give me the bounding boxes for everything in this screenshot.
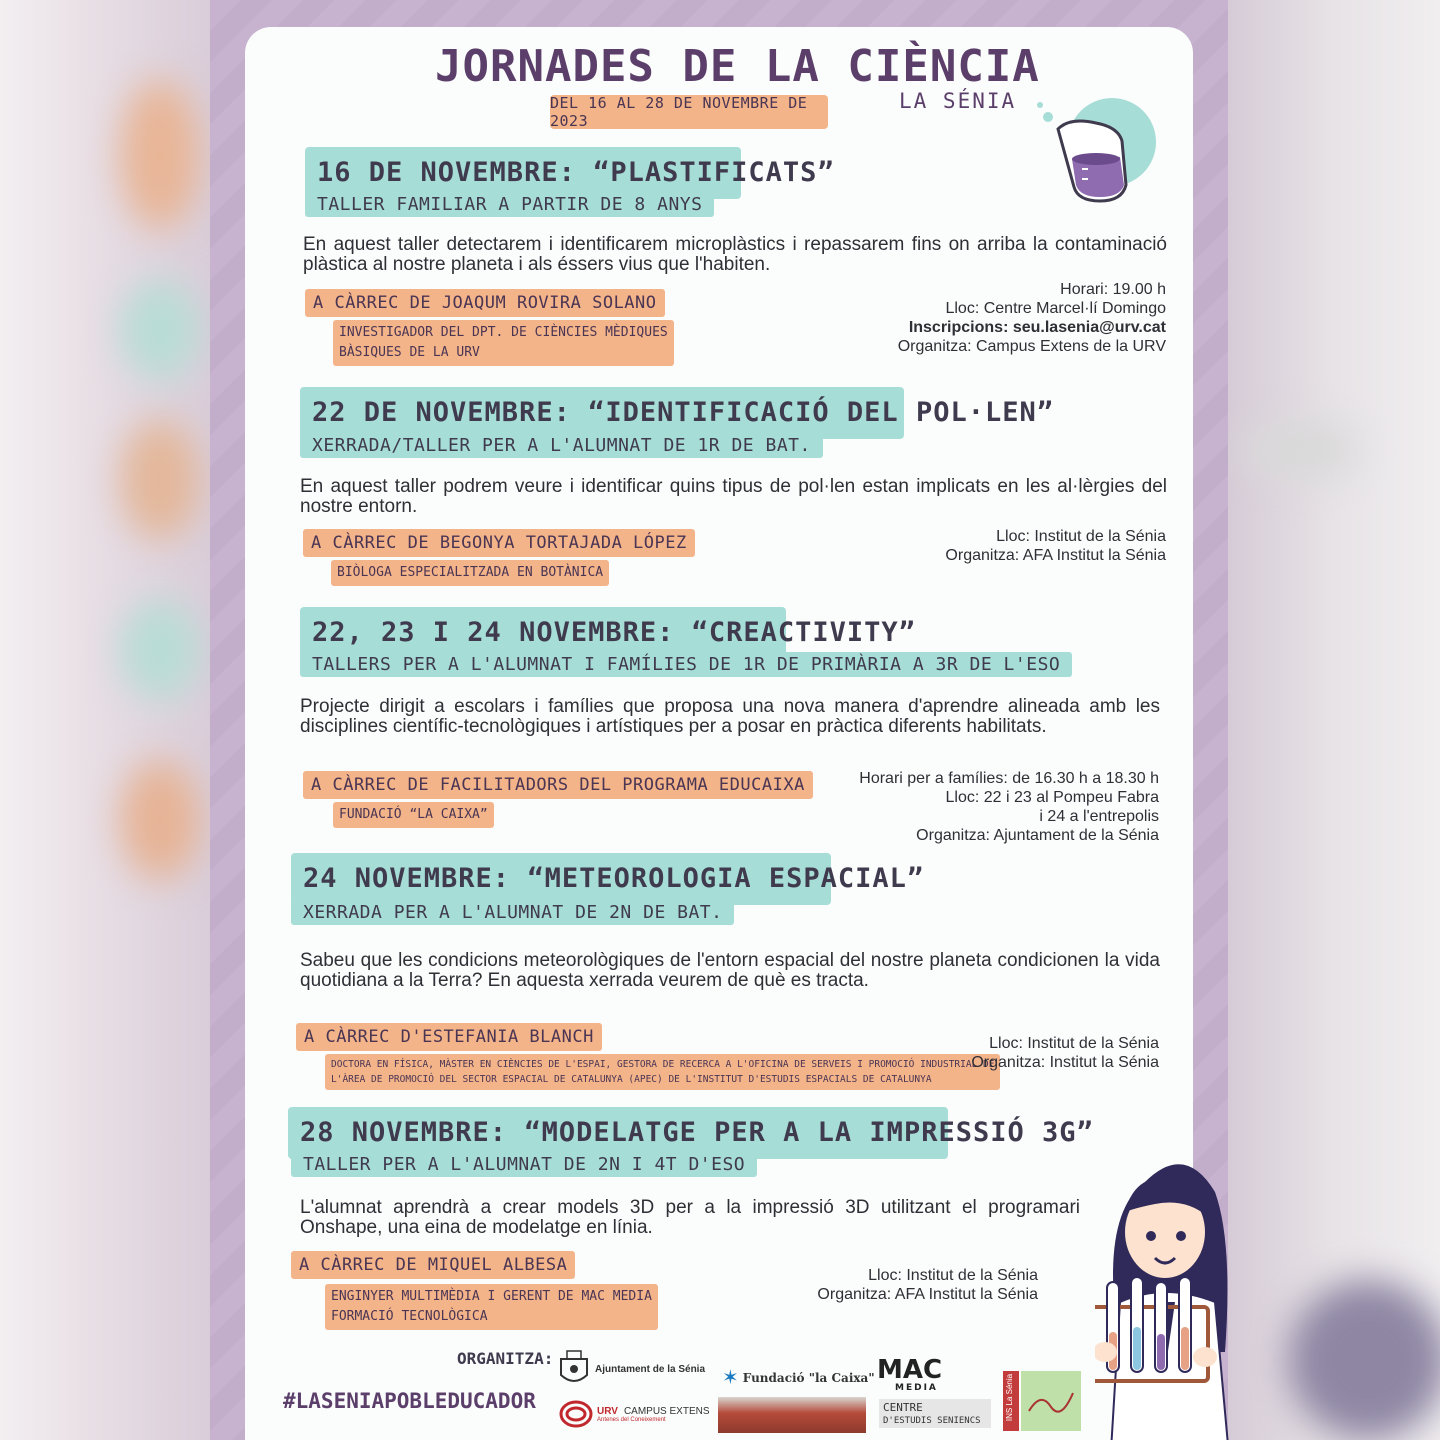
- mac-text: MAC: [877, 1355, 943, 1385]
- media-text: MEDIA: [895, 1383, 938, 1393]
- section-2-heading: [300, 387, 1054, 439]
- section-4-speaker: A CÀRREC D'ESTEFANIA BLANCH: [296, 1023, 602, 1051]
- poster-card: [245, 27, 1193, 1440]
- info-line: Lloc: Centre Marcel·lí Domingo: [945, 300, 1166, 317]
- section-3-speaker: A CÀRREC DE FACILITADORS DEL PROGRAMA EDUCAIXA: [303, 771, 813, 799]
- section-4-title: 24 NOVEMBRE: “METEOROLOGIA ESPACIAL”: [303, 863, 925, 894]
- role-line: ENGINYER MULTIMÈDIA I GERENT DE MAC MEDIA: [331, 1289, 652, 1304]
- info-line: Organitza: Ajuntament de la Sénia: [916, 827, 1159, 844]
- section-5-role: [325, 1284, 658, 1330]
- role-line: FUNDACIÓ “LA CAIXA”: [339, 807, 488, 822]
- blur-blob: [1238, 420, 1358, 480]
- blur-blob: [120, 280, 200, 380]
- section-1-role: [333, 320, 674, 366]
- role-line: INVESTIGADOR DEL DPT. DE CIÈNCIES MÈDIQUES: [339, 325, 668, 340]
- antenes-text: Antenes del Coneixement: [597, 1416, 666, 1423]
- centre-estudis-logo: [879, 1399, 991, 1428]
- role-line: FORMACIÓ TECNOLÒGICA: [331, 1309, 488, 1324]
- role-line: BIÒLOGA ESPECIALITZADA EN BOTÀNICA: [337, 565, 604, 580]
- info-line: Organitza: Campus Extens de la URV: [897, 338, 1166, 355]
- section-4-role: [325, 1054, 1000, 1090]
- section-2-description: En aquest taller podrem veure i identificar quins tipus de pol·len estan implicats en les al·lèrgies del nostre entorn.: [300, 476, 1167, 517]
- section-1-description: En aquest taller detectarem i identificarem microplàstics i repassarem fins on arriba la contaminació plàstica al nostre planeta i als éssers vius que l'habiten.: [303, 234, 1167, 275]
- info-line: Horari per a famílies: de 16.30 h a 18.30 h: [859, 770, 1159, 787]
- role-line: L'ÀREA DE PROMOCIÓ DEL SECTOR ESPACIAL DE CATALUNYA (APEC) DE L'INSTITUT D'ESTUDIS ESPACIALS DE CATALUNYA: [331, 1074, 932, 1085]
- estudis-text: D'ESTUDIS SENIENCS: [883, 1416, 981, 1426]
- section-4-heading: [291, 853, 925, 905]
- poster-title: JORNADES DE LA CIÈNCIA: [435, 41, 1040, 92]
- info-line: Horari: 19.00 h: [1060, 281, 1166, 298]
- macmedia-logo: [877, 1357, 942, 1393]
- beaker-icon: [1030, 97, 1160, 207]
- blur-blob: [120, 420, 200, 540]
- section-2-role: [331, 560, 609, 586]
- section-3-description: Projecte dirigit a escolars i famílies que proposa una nova manera d'aprendre alineada amb les disciplines científic-tecnològiques i artístiques per a posar en pràctica diferents habilitats.: [300, 696, 1160, 737]
- section-5-speaker: A CÀRREC DE MIQUEL ALBESA: [291, 1251, 575, 1279]
- scientist-illustration: [1095, 1112, 1235, 1440]
- coat-of-arms-icon: [557, 1349, 591, 1389]
- section-1-subheading: TALLER FAMILIAR A PARTIR DE 8 ANYS: [305, 192, 714, 217]
- section-5-subheading: TALLER PER A L'ALUMNAT DE 2N I 4T D'ESO: [291, 1152, 757, 1177]
- section-4-description: Sabeu que les condicions meteorològiques de l'entorn espacial del nostre planeta condicionen la vida quotidiana a la Terra? En aquesta xerrada veurem de què es tracta.: [300, 950, 1160, 991]
- info-line: Lloc: Institut de la Sénia: [989, 1035, 1159, 1052]
- lacaixa-logo: [722, 1365, 875, 1390]
- ins-emblem-icon: [1021, 1371, 1081, 1431]
- section-4-subheading: XERRADA PER A L'ALUMNAT DE 2N DE BAT.: [291, 900, 734, 925]
- hashtag: #LASENIAPOBLEDUCADOR: [283, 1389, 536, 1413]
- info-line: Lloc: 22 i 23 al Pompeu Fabra: [945, 789, 1159, 806]
- organitza-label: ORGANITZA:: [457, 1349, 554, 1368]
- section-4-info: [971, 1034, 1159, 1072]
- urv-text: URV: [597, 1405, 618, 1417]
- blur-blob: [120, 80, 200, 230]
- urv-swirl-icon: [559, 1399, 593, 1429]
- ins-logo-label: INS La Sénia: [1005, 1373, 1015, 1422]
- campus-extens-text: CAMPUS EXTENS: [623, 1405, 710, 1417]
- blur-blob: [1288, 1280, 1440, 1440]
- info-line: Organitza: AFA Institut la Sénia: [817, 1286, 1038, 1303]
- info-line: Organitza: Institut la Sénia: [971, 1054, 1159, 1071]
- section-3-info: [859, 769, 1159, 845]
- section-5-info: [817, 1266, 1038, 1304]
- blur-blob: [120, 760, 200, 880]
- blurred-right-band: [1228, 0, 1440, 1440]
- info-line-email: Inscripcions: seu.lasenia@urv.cat: [908, 319, 1166, 336]
- info-line: Lloc: Institut de la Sénia: [868, 1267, 1038, 1284]
- school-building-photo: [718, 1397, 866, 1433]
- info-line: Lloc: Institut de la Sénia: [996, 528, 1166, 545]
- info-line: Organitza: AFA Institut la Sénia: [945, 547, 1166, 564]
- section-1-info: [898, 280, 1166, 356]
- blur-blob: [120, 600, 200, 700]
- role-line: BÀSIQUES DE LA URV: [339, 345, 480, 360]
- section-1-title: 16 DE NOVEMBRE: “PLASTIFICATS”: [317, 157, 835, 188]
- section-3-role: [333, 802, 494, 828]
- ajuntament-logo: [557, 1349, 705, 1389]
- info-line: i 24 a l'entrepolis: [1039, 808, 1159, 825]
- role-line: DOCTORA EN FÍSICA, MÀSTER EN CIÈNCIES DE L'ESPAI, GESTORA DE RECERCA A L'OFICINA DE SERVEIS I PROMOCIÓ INDUSTRIAL DE: [331, 1059, 995, 1070]
- section-3-subheading: TALLERS PER A L'ALUMNAT I FAMÍLIES DE 1R DE PRIMÀRIA A 3R DE L'ESO: [300, 652, 1072, 677]
- urv-logo: [559, 1399, 710, 1429]
- ajuntament-name: Ajuntament de la Sénia: [595, 1363, 706, 1375]
- centre-text: CENTRE: [883, 1401, 923, 1414]
- section-2-info: [945, 527, 1166, 565]
- section-5-title: 28 NOVEMBRE: “MODELATGE PER A LA IMPRESSIÓ 3G”: [300, 1117, 1094, 1148]
- lacaixa-name: Fundació "la Caixa": [742, 1370, 875, 1385]
- blurred-left-band: [0, 0, 210, 1440]
- poster: [210, 0, 1228, 1440]
- section-2-title: 22 DE NOVEMBRE: “IDENTIFICACIÓ DEL POL·LEN”: [312, 397, 1054, 428]
- poster-place: LA SÉNIA: [899, 89, 1017, 113]
- section-2-subheading: XERRADA/TALLER PER A L'ALUMNAT DE 1R DE BAT.: [300, 433, 823, 458]
- date-range-badge: DEL 16 AL 28 DE NOVEMBRE DE 2023: [550, 95, 828, 129]
- section-1-speaker: A CÀRREC DE JOAQUM ROVIRA SOLANO: [305, 289, 665, 317]
- section-5-description: L'alumnat aprendrà a crear models 3D per a la impressió 3D utilitzant el programari Onshape, una eina de modelatge en línia.: [300, 1197, 1080, 1238]
- section-2-speaker: A CÀRREC DE BEGONYA TORTAJADA LÓPEZ: [303, 529, 695, 557]
- section-3-title: 22, 23 I 24 NOVEMBRE: “CREACTIVITY”: [312, 617, 916, 648]
- star-icon: ✶: [722, 1367, 739, 1389]
